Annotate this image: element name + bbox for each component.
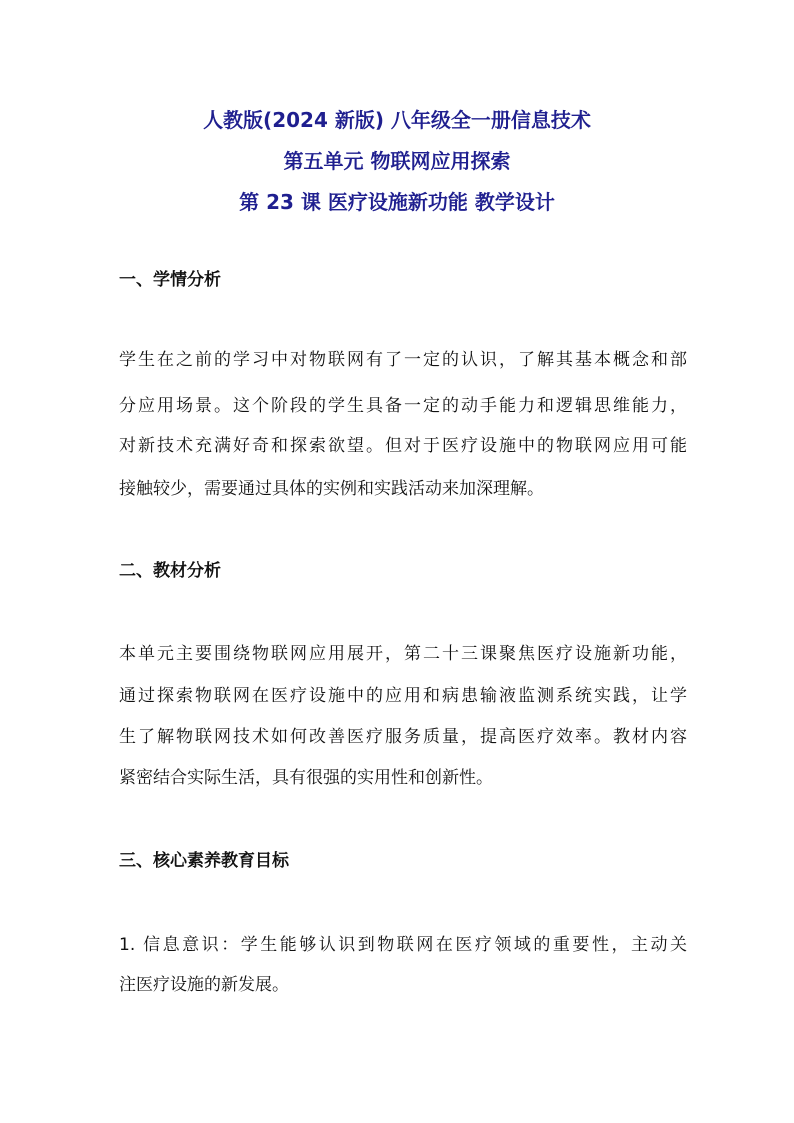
paragraph-line: 对新技术充满好奇和探索欲望。但对于医疗设施中的物联网应用可能 bbox=[119, 436, 687, 456]
document-title-line-3: 第 23 课 医疗设施新功能 教学设计 bbox=[239, 190, 555, 214]
paragraph-line: 注医疗设施的新发展。 bbox=[119, 975, 289, 995]
paragraph-line-wrap bbox=[119, 396, 687, 417]
paragraph-line: 学生在之前的学习中对物联网有了一定的认识，了解其基本概念和部 bbox=[119, 350, 687, 370]
paragraph-line: 1. 信息意识：学生能够认识到物联网在医疗领域的重要性，主动关 bbox=[119, 935, 687, 955]
section-heading-learner-analysis: 一、学情分析 bbox=[119, 270, 221, 290]
paragraph-line-wrap bbox=[119, 727, 687, 748]
paragraph-line: 接触较少，需要通过具体的实例和实践活动来加深理解。 bbox=[119, 479, 544, 499]
paragraph-line-wrap bbox=[119, 436, 687, 457]
document-title-line-1: 人教版(2024 新版) 八年级全一册信息技术 bbox=[203, 108, 591, 132]
section-heading-core-literacy-goals: 三、核心素养教育目标 bbox=[119, 851, 289, 871]
paragraph-line: 本单元主要围绕物联网应用展开，第二十三课聚焦医疗设施新功能， bbox=[119, 644, 687, 664]
paragraph-line: 通过探索物联网在医疗设施中的应用和病患输液监测系统实践，让学 bbox=[119, 686, 687, 706]
paragraph-line: 分应用场景。这个阶段的学生具备一定的动手能力和逻辑思维能力， bbox=[119, 396, 687, 416]
paragraph-line-wrap bbox=[119, 975, 687, 996]
paragraph-line-wrap bbox=[119, 479, 687, 500]
section-body-textbook-analysis bbox=[119, 644, 687, 665]
document-title-line-2: 第五单元 物联网应用探索 bbox=[283, 149, 511, 173]
section-heading-textbook-analysis: 二、教材分析 bbox=[119, 561, 221, 581]
paragraph-line: 紧密结合实际生活，具有很强的实用性和创新性。 bbox=[119, 768, 493, 788]
paragraph-line-wrap bbox=[119, 768, 687, 789]
paragraph-line: 生了解物联网技术如何改善医疗服务质量，提高医疗效率。教材内容 bbox=[119, 727, 687, 747]
section-body-core-literacy-goals bbox=[119, 935, 687, 956]
paragraph-line-wrap bbox=[119, 686, 687, 707]
section-body-learner-analysis bbox=[119, 350, 687, 371]
